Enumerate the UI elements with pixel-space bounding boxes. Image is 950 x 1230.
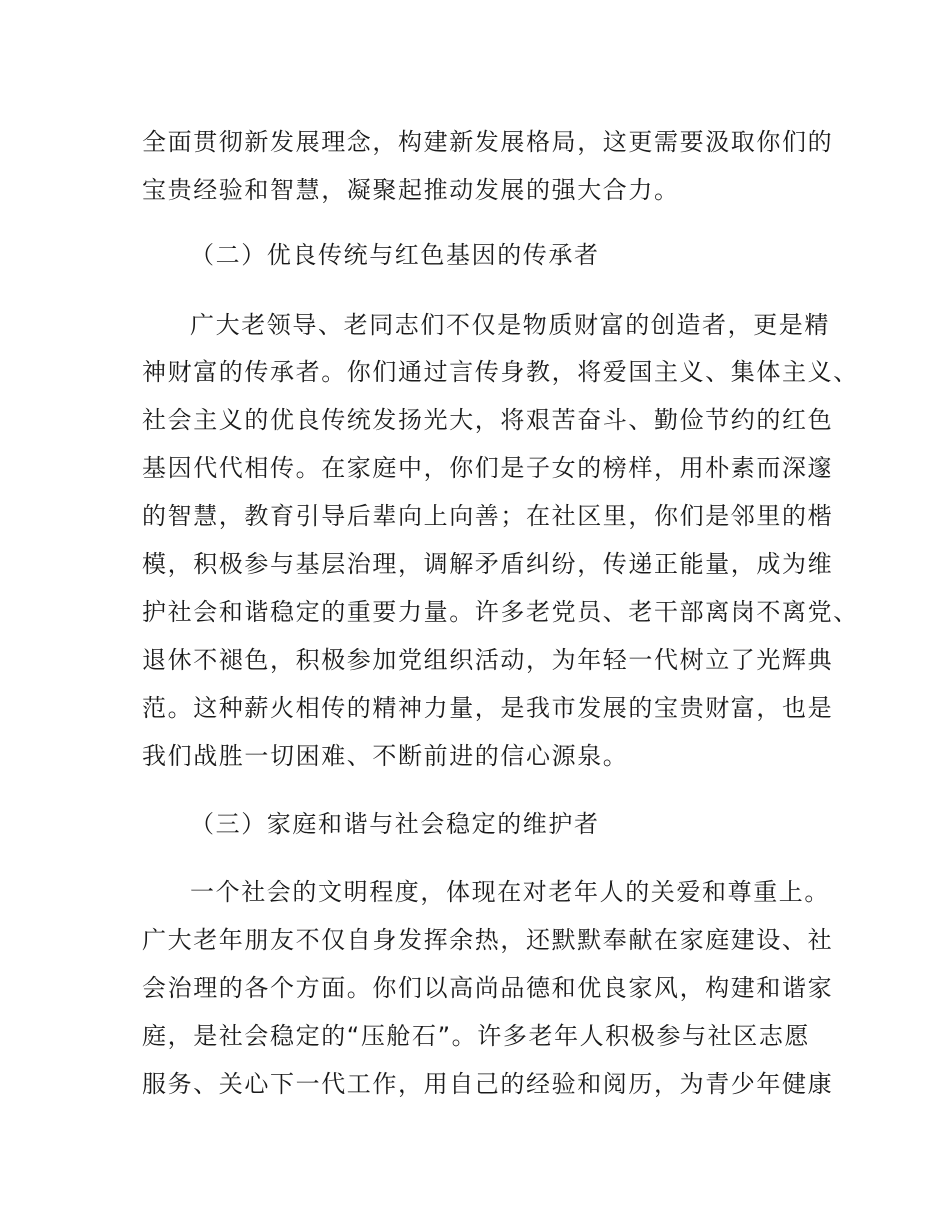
paragraph-line: 基因代代相传。在家庭中，你们是子女的榜样，用朴素而深邃 [142, 454, 834, 482]
paragraph-line: 会治理的各个方面。你们以高尚品德和优良家风，构建和谐家 [142, 974, 834, 1002]
paragraph-line: 模，积极参与基层治理，调解矛盾纠纷，传递正能量，成为维 [142, 550, 834, 578]
paragraph-line: 护社会和谐稳定的重要力量。许多老党员、老干部离岗不离党、 [142, 598, 859, 626]
paragraph-line: 宝贵经验和智慧，凝聚起推动发展的强大合力。 [142, 176, 680, 204]
paragraph-line: 服务、关心下一代工作，用自己的经验和阅历，为青少年健康 [142, 1070, 834, 1098]
section-heading: （三）家庭和谐与社会稳定的维护者 [190, 810, 600, 838]
paragraph-line: 的智慧，教育引导后辈向上向善；在社区里，你们是邻里的楷 [142, 502, 834, 530]
paragraph-line: 全面贯彻新发展理念，构建新发展格局，这更需要汲取你们的 [142, 128, 834, 156]
section-heading: （二）优良传统与红色基因的传承者 [190, 241, 600, 269]
paragraph-line: 一个社会的文明程度，体现在对老年人的关爱和尊重上。 [190, 878, 830, 906]
paragraph-line: 我们战胜一切困难、不断前进的信心源泉。 [142, 742, 629, 770]
paragraph-line: 范。这种薪火相传的精神力量，是我市发展的宝贵财富，也是 [142, 694, 834, 722]
paragraph-line: 社会主义的优良传统发扬光大，将艰苦奋斗、勤俭节约的红色 [142, 406, 834, 434]
paragraph-line: 退休不褪色，积极参加党组织活动，为年轻一代树立了光辉典 [142, 646, 834, 674]
paragraph-line: 神财富的传承者。你们通过言传身教，将爱国主义、集体主义、 [142, 358, 859, 386]
paragraph-line: 广大老领导、老同志们不仅是物质财富的创造者，更是精 [190, 311, 830, 339]
paragraph-line: 广大老年朋友不仅自身发挥余热，还默默奉献在家庭建设、社 [142, 926, 834, 954]
paragraph-line: 庭，是社会稳定的“压舱石”。许多老年人积极参与社区志愿 [142, 1022, 811, 1050]
